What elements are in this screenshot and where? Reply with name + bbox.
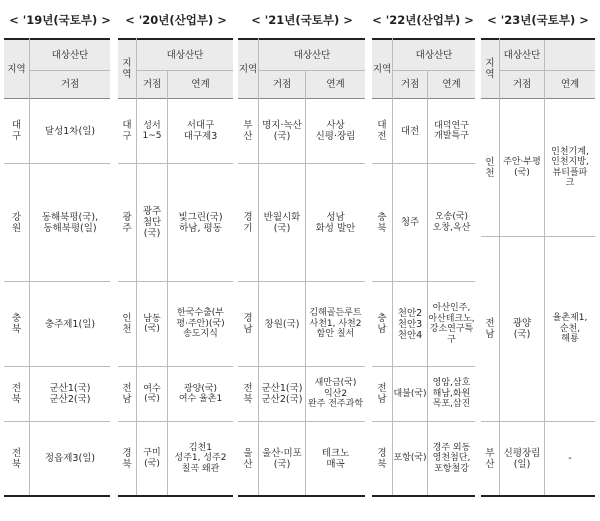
t20-row1-region: 대 구 [122, 120, 132, 142]
t22-row4-region: 전 남 [377, 383, 387, 405]
t21-row4-hub: 군산1(국) 군산2(국) [261, 383, 303, 405]
t21-link-label: 연계 [326, 79, 345, 90]
t22-row4-hub: 대불(국) [393, 388, 427, 399]
t21-row2-link: 성남 화성 발안 [315, 211, 356, 234]
t20-row3-hub: 남동(국) [143, 313, 161, 334]
t21-row5-link: 테크노 매곡 [321, 447, 350, 470]
t22-row5-region: 경 북 [377, 447, 387, 470]
t22-hub-label: 거점 [400, 79, 420, 90]
t19-row1-hub: 달성1차(일) [44, 125, 96, 137]
t22-row5-hub: 포항(국) [393, 453, 427, 464]
t20-region-label: 지역 [122, 58, 132, 80]
t20-target-label: 대상산단 [166, 49, 204, 61]
t21-row3-hub: 창원(국) [264, 318, 300, 330]
t22-row2-link: 오송(국) 오창,옥산 [432, 212, 471, 233]
t21-row1-link: 사상 신평·장림 [315, 120, 356, 142]
t21-row5-hub: 울산·미포 (국) [262, 447, 302, 470]
t22-row1-hub: 대전 [400, 125, 420, 137]
t22-row1-link: 대덕연구 개발특구 [434, 120, 469, 141]
t23-target-label: 대상산단 [503, 49, 541, 61]
t19-row5-region: 전 북 [11, 447, 22, 470]
header-2022: < '22년(산업부) > [372, 13, 474, 27]
t23-row2-region: 전 남 [485, 318, 495, 340]
t20-row5-hub: 구미(국) [143, 448, 161, 469]
t21-row5-region: 울 산 [243, 447, 253, 470]
t23-row3-hub: 신평장림 (일) [503, 447, 541, 470]
t22-row2-region: 충 북 [377, 211, 387, 234]
t20-row4-region: 전 남 [122, 383, 132, 405]
header-2023: < '23년(국토부) > [487, 13, 589, 27]
t20-link-label: 연계 [191, 79, 210, 90]
t22-row3-region: 충 남 [377, 313, 387, 335]
t20-row2-region: 광 주 [122, 211, 132, 234]
t22-region-label: 지역 [372, 63, 392, 75]
t21-row3-region: 경 남 [243, 313, 253, 335]
t19-target-label: 대상산단 [51, 49, 89, 61]
t20-row4-link: 광양(국) 여수 율촌1 [178, 383, 223, 404]
t21-row1-region: 부 산 [243, 120, 253, 142]
t21-row2-region: 경 기 [243, 211, 253, 234]
t20-row1-link: 서대구 대구제3 [183, 120, 218, 142]
header-2021: < '21년(국토부) > [251, 13, 353, 27]
t19-row3-hub: 충주제1(일) [44, 318, 96, 330]
t19-row2-hub: 동해북평(국), 동해북평(일) [41, 211, 99, 234]
t22-row3-hub: 천안2 천안3 천안4 [397, 307, 423, 341]
t22-row3-link: 아산인주, 아산테크노, 강소연구특구 [428, 303, 475, 345]
t22-row4-link: 영암,삼호 해남,화원 목포,삽진 [432, 378, 471, 410]
t20-row3-link: 한국수출(부 평·주안)(국) 송도지식 [176, 308, 225, 340]
t23-row2-link: 율촌제1, 순천, 해룡 [552, 313, 588, 345]
t19-row4-hub: 군산1(국) 군산2(국) [49, 383, 91, 405]
t23-row1-link: 인천기계, 인천지방, 뷰티플파 크 [551, 146, 589, 188]
t22-link-label: 연계 [442, 79, 461, 90]
t23-row3-region: 부 산 [485, 447, 495, 470]
t20-row1-hub: 성서1~5 [142, 120, 162, 141]
t19-row2-region: 강 원 [11, 211, 22, 234]
t21-hub-label: 거점 [272, 79, 292, 90]
t20-row5-region: 경 북 [122, 447, 132, 470]
t22-target-label: 대상산단 [415, 49, 453, 61]
t19-row3-region: 충 북 [11, 313, 22, 335]
t21-row2-hub: 반월시화 (국) [263, 211, 301, 234]
t19-row5-hub: 정읍제3(일) [44, 453, 96, 464]
t23-row1-region: 인 천 [485, 156, 495, 179]
header-2020: < '20년(산업부) > [125, 13, 227, 27]
t21-region-label: 지역 [238, 63, 258, 75]
t21-row3-link: 김해골든루트 사천1, 사천2 함안 칠서 [309, 308, 362, 340]
t19-row1-region: 대 구 [11, 120, 22, 142]
t22-row2-hub: 청주 [400, 217, 420, 228]
t19-row4-region: 전 북 [11, 383, 22, 405]
header-2019: < '19년(국토부) > [9, 13, 111, 27]
t20-row3-region: 인 천 [122, 313, 132, 335]
t23-row1-hub: 주안·부평 (국) [503, 157, 541, 178]
t23-row2-hub: 광양 (국) [512, 318, 532, 340]
t19-region-label: 지역 [7, 63, 26, 75]
t20-row2-hub: 광주 첨단 (국) [142, 206, 162, 239]
t20-hub-label: 거점 [142, 79, 162, 90]
t23-hub-label: 거점 [512, 79, 532, 90]
t20-row5-link: 김천1 성주1, 성주2 칠곡 왜관 [174, 442, 227, 474]
t22-row1-region: 대 전 [377, 120, 387, 142]
t19-hub-label: 거점 [60, 79, 80, 90]
t22-row5-link: 경주 외동 영천첨단, 포항철강 [432, 442, 471, 474]
t23-link-label: 연계 [560, 79, 580, 90]
t20-row4-hub: 여수(국) [143, 383, 161, 404]
t21-row4-link: 새만금(국) 익산2 완주 전주과학 [307, 378, 364, 410]
t23-region-label: 지역 [485, 58, 495, 80]
t20-row2-link: 빛그린(국) 하남, 평동 [178, 211, 223, 234]
t21-row1-hub: 명지·녹산 (국) [262, 120, 302, 142]
t21-row4-region: 전 북 [243, 383, 253, 405]
t21-target-label: 대상산단 [293, 49, 331, 61]
t23-row3-link: - [568, 453, 572, 464]
